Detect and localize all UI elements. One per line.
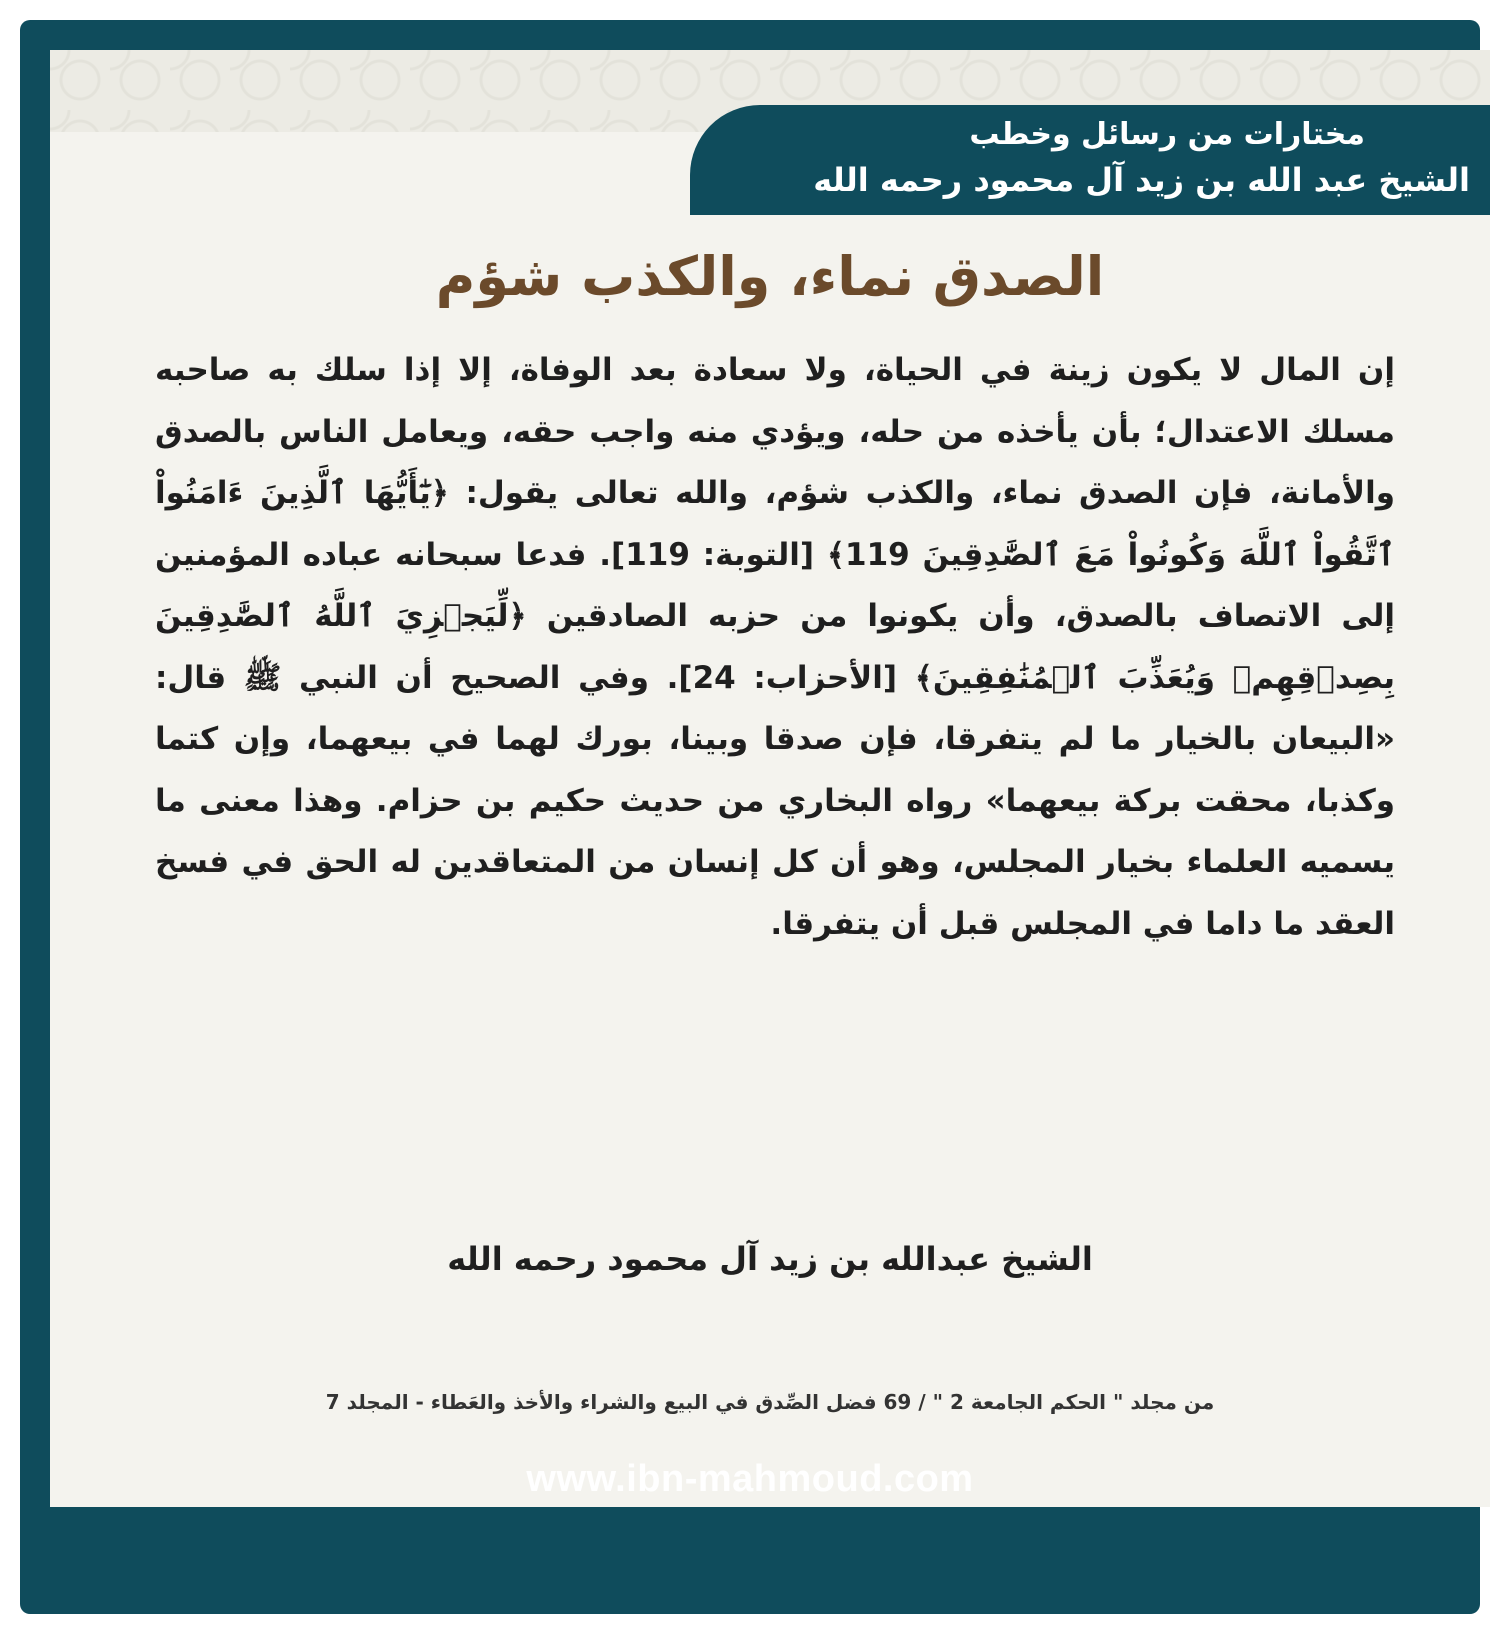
article-title: الصدق نماء، والكذب شؤم: [435, 245, 1105, 308]
article-body: إن المال لا يكون زينة في الحياة، ولا سعادة بعد الوفاة، إلا إذا سلك به صاحبه مسلك الاعتدال؛ بأن يأخذه من حله، ويؤدي منه واجب حقه، ويعامل الناس بالصدق والأمانة، فإن الصدق نماء، والكذب شؤم، والله تعالى يقول: ﴿يَٰٓأَيُّهَا ٱلَّذِينَ ءَامَنُواْ ٱتَّقُواْ ٱللَّهَ وَكُونُواْ مَعَ ٱلصَّٰدِقِينَ 119﴾ [التوبة: 119]. فدعا سبحانه عباده المؤمنين إلى الاتصاف بالصدق، وأن يكونوا من حزبه الصادقين ﴿لِّيَجۡزِيَ ٱللَّهُ ٱلصَّٰدِقِينَ بِصِدۡقِهِمۡ وَيُعَذِّبَ ٱلۡمُنَٰفِقِينَ﴾ [الأحزاب: 24]. وفي الصحيح أن النبي ﷺ قال: «البيعان بالخيار ما لم يتفرقا، فإن صدقا وبينا، بورك لهما في بيعهما، وإن كتما وكذبا، محقت بركة بيعهما» رواه البخاري من حديث حكيم بن حزام. وهذا معنى ما يسميه العلماء بخيار المجلس، وهو أن كل إنسان من المتعاقدين له الحق في فسخ العقد ما داما في المجلس قبل أن يتفرقا.: [155, 352, 1396, 942]
header-author-name: الشيخ عبد الله بن زيد آل محمود رحمه الله: [813, 161, 1470, 199]
source-citation: من مجلد " الحكم الجامعة 2 " / 69 فضل الصِّدق في البيع والشراء والأخذ والعَطاء - المجلد 7: [325, 1390, 1215, 1414]
header-series-title: مختارات من رسائل وخطب: [969, 117, 1365, 152]
content-panel: [50, 50, 1490, 1507]
page-frame: [20, 20, 1480, 1614]
website-link[interactable]: www.ibn-mahmoud.com: [526, 1458, 974, 1500]
author-signature: الشيخ عبدالله بن زيد آل محمود رحمه الله: [447, 1240, 1093, 1278]
header-banner: [690, 105, 1490, 215]
